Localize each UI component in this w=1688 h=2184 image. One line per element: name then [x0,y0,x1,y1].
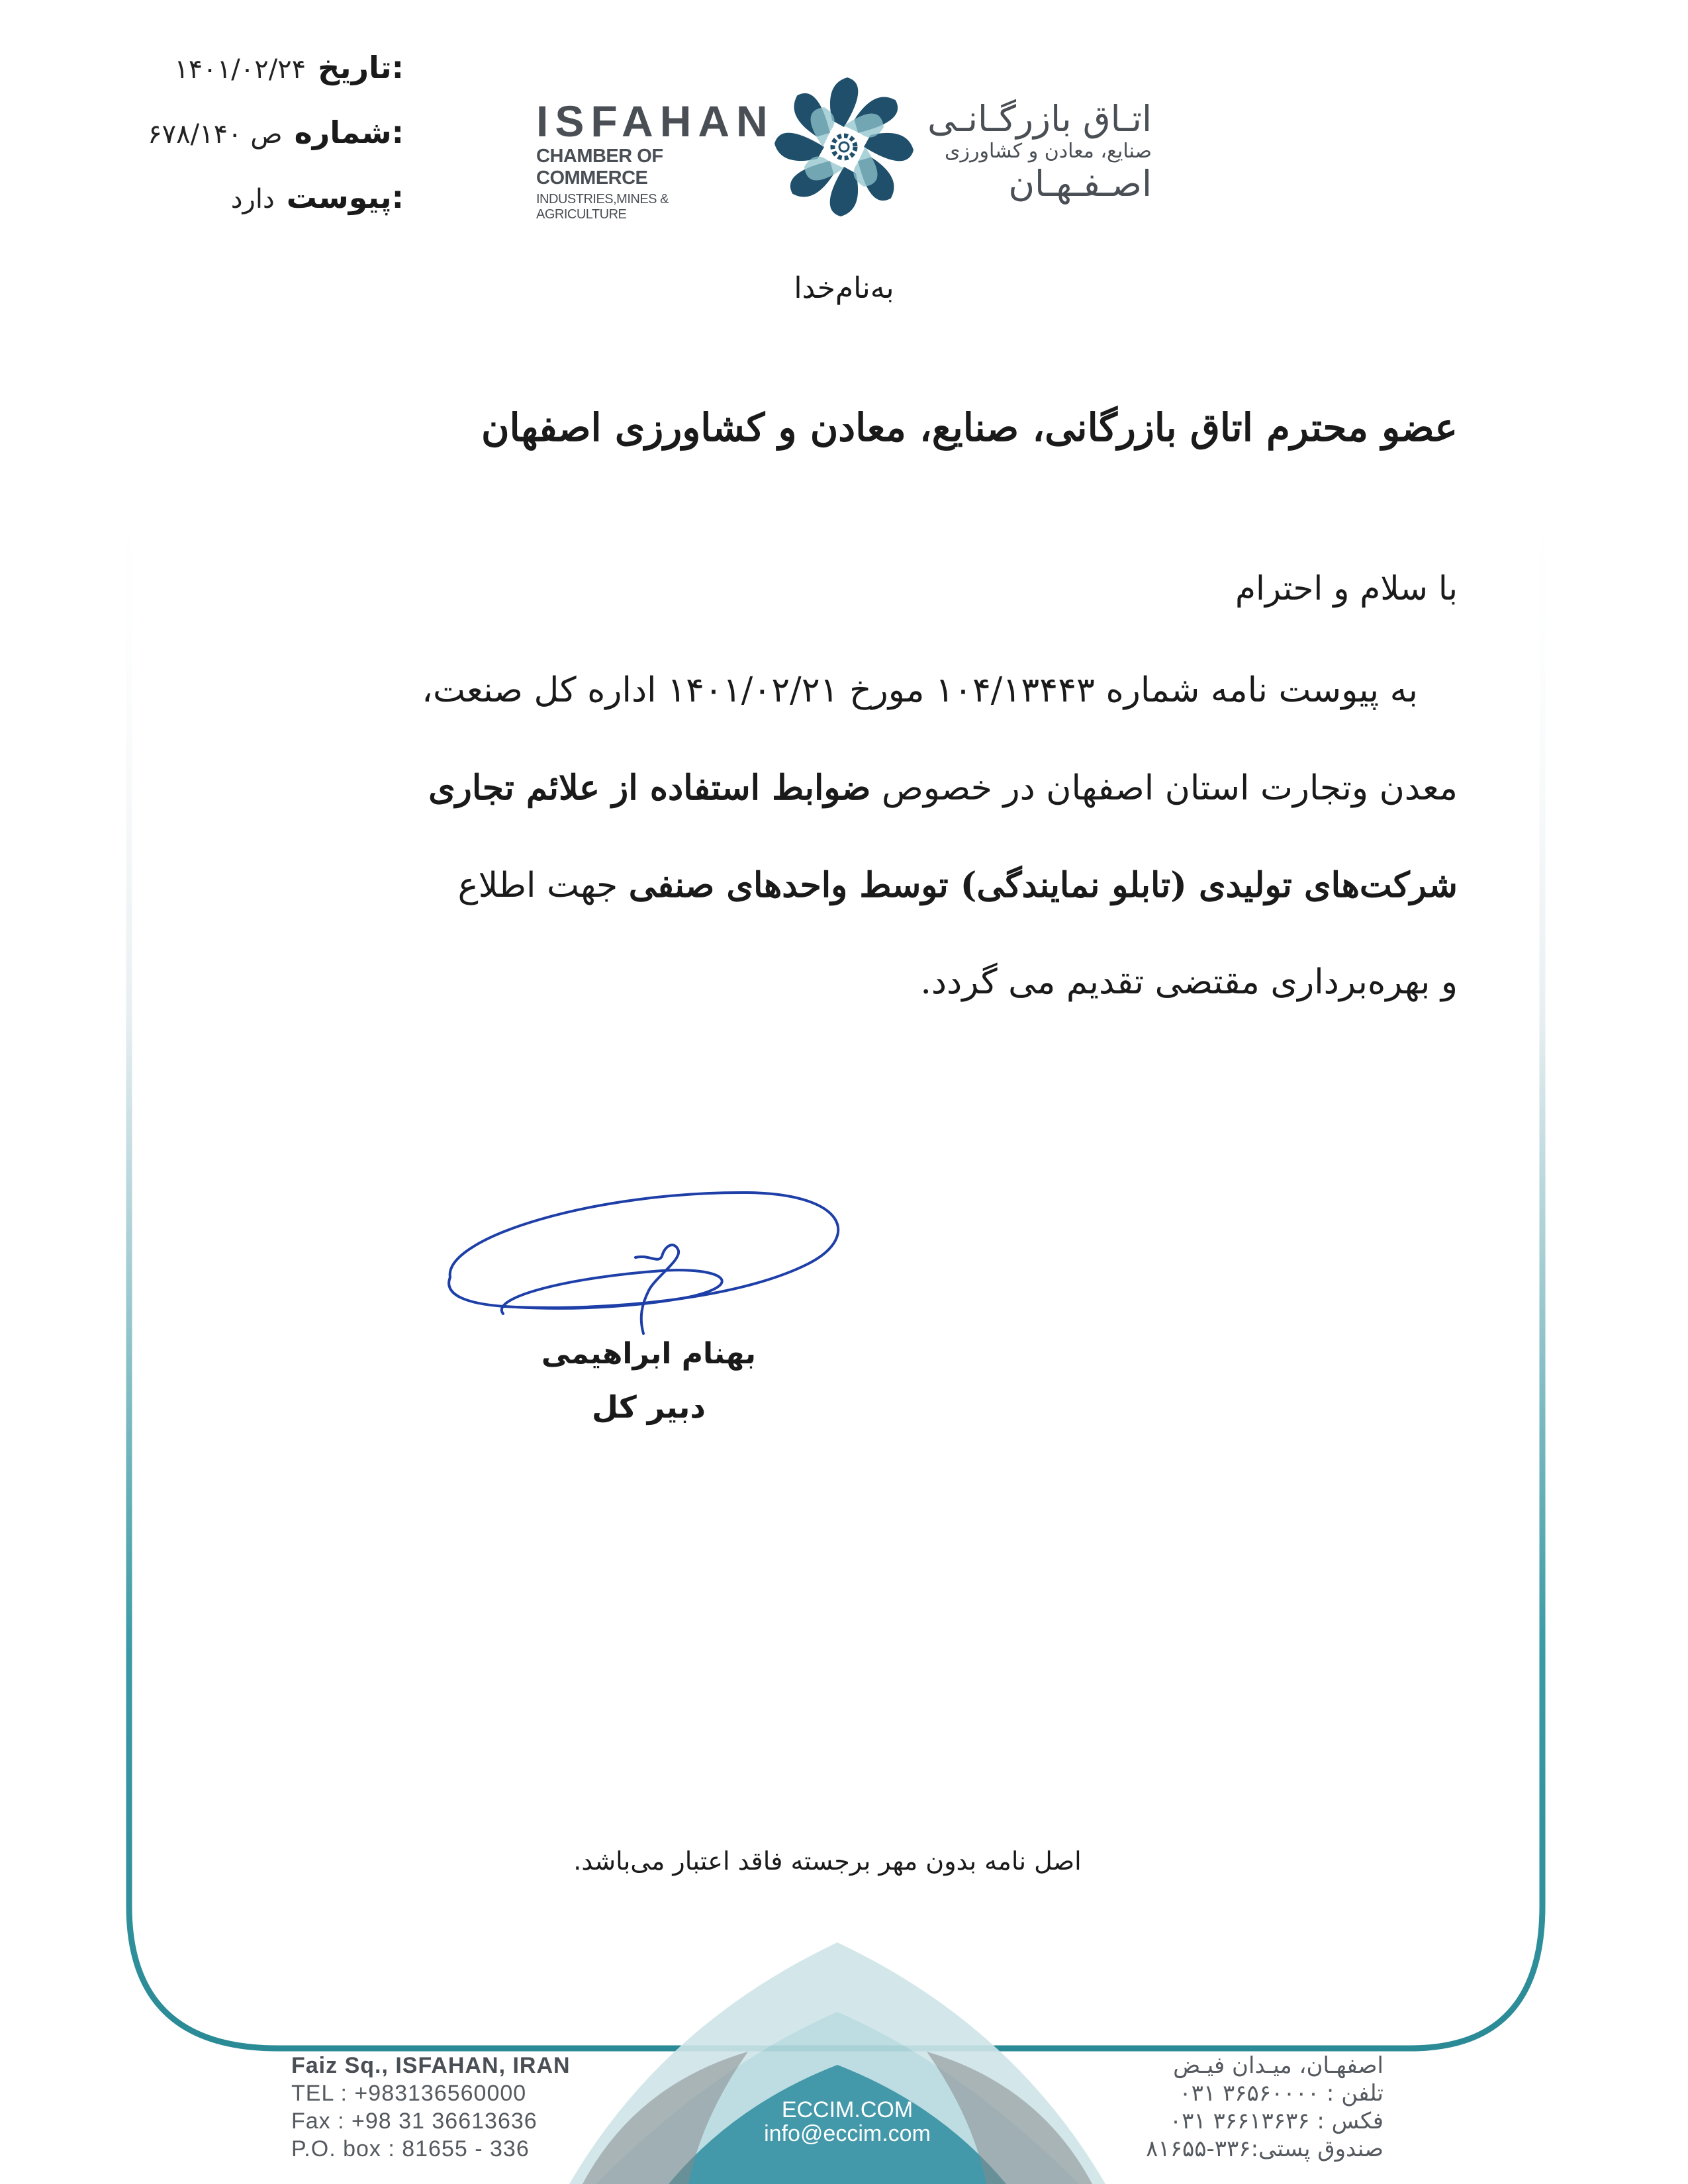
date-value: ۱۴۰۱/۰۲/۲۴ [174,54,306,85]
handwritten-signature [437,1178,861,1337]
footer-contact-english [291,2052,571,2163]
footer-en-address: Faiz Sq., ISFAHAN, IRAN [291,2053,571,2078]
attachment-value: دارد [230,184,275,214]
bismillah-heading: به‌نام‌خدا [794,271,894,305]
footer-ornament [569,1942,1105,2184]
body-line-2-bold: ضوابط استفاده از علائم تجاری [428,768,871,808]
body-line-2 [233,739,1458,837]
signer-block [516,1337,781,1425]
footer-fa-tel: تلفن : ۳۶۵۶۰۰۰۰ ۰۳۱ [1179,2080,1383,2107]
letter-meta [113,50,404,228]
attachment-label: پیوست: [286,179,404,215]
date-label: تاریخ: [318,50,404,85]
logo-persian-text [914,99,1152,204]
embossed-seal-notice: اصل نامه بدون مهر برجسته فاقد اعتبار می‌باشد. [573,1846,1082,1876]
signer-name: بهنام ابراهیمی [541,1337,757,1371]
footer-en-fax: Fax : +98 31 36613636 [291,2109,538,2134]
number-value: ۶۷۸/ص ۱۴۰ [148,119,283,150]
date-row [174,50,404,85]
number-row [148,114,404,150]
signer-title: دبیر کل [591,1389,706,1425]
logo-fa-title: اتـاق بازرگـانـی [927,98,1152,140]
chamber-emblem-icon [771,74,917,220]
logo-fa-subtitle: صنایع، معادن و کشاورزی [945,140,1152,163]
body-line-3 [233,837,1458,934]
attachment-row [231,179,404,215]
logo-fa-city: اصـفـهـان [1008,163,1152,205]
logo-en-subtitle: CHAMBER OF COMMERCE [536,146,663,189]
footer-en-po: P.O. box : 81655 - 336 [291,2136,530,2161]
logo-en-tagline: INDUSTRIES,MINES & AGRICULTURE [536,192,669,222]
footer-fa-fax: فکس : ۳۶۶۱۳۶۳۶ ۰۳۱ [1169,2108,1383,2134]
number-label: شماره: [294,114,404,150]
footer-fa-address: اصفهـان، میـدان فیـض [1173,2052,1383,2079]
body-line-3-text: جهت اطلاع [457,866,629,905]
body-line-1: به پیوست نامه شماره ۱۰۴/۱۳۴۴۳ مورخ ۱۴۰۱/۰۲/۲۱ اداره کل صنعت، [422,670,1418,710]
body-line-4: و بهره‌برداری مقتضی تقدیم می گردد. [920,962,1458,1002]
footer-en-tel: TEL : +983136560000 [291,2081,527,2106]
body-line-3-bold: شرکت‌های تولیدی (تابلو نمایندگی) توسط واحدهای صنفی [628,865,1458,905]
addressee-line: عضو محترم اتاق بازرگانی، صنایع، معادن و کشاورزی اصفهان [481,405,1458,450]
greeting-line: با سلام و احترام [1235,569,1458,608]
footer-email-link[interactable]: info@eccim.com [764,2121,931,2146]
footer-contact-persian [1146,2052,1383,2163]
logo-en-title: ISFAHAN [536,97,774,146]
logo-english-text [536,97,774,222]
footer-fa-po: صندوق پستی:۳۳۶-۸۱۶۵۵ [1146,2136,1383,2162]
footer-website-link[interactable]: ECCIM.COM [781,2097,914,2122]
footer-web-block [715,2098,980,2146]
body-line-2-text: معدن وتجارت استان اصفهان در خصوص [870,768,1458,808]
